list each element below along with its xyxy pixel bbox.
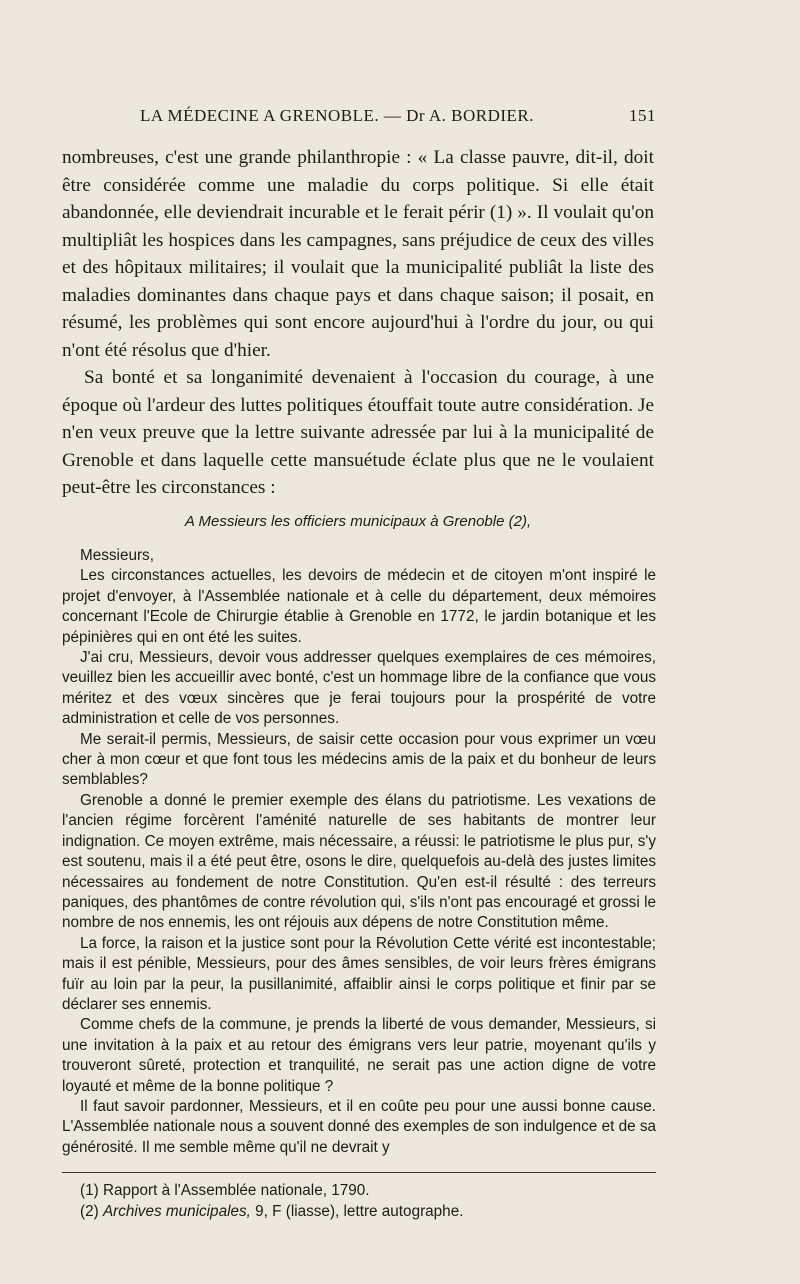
footnote-1: (1) Rapport à l'Assemblée nationale, 1790. — [80, 1182, 370, 1199]
letter-paragraph-1: Les circonstances actuelles, les devoirs de médecin et de citoyen m'ont inspiré le projet d'envoyer, à l'Assemblée nationale et à celle du département, deux mémoires concernant l'Ecole de Chirurgie établie à Grenoble en 1772, le jardin botanique et les pépinières qui en ont été les suites. — [62, 567, 656, 646]
body-paragraph-2: Sa bonté et sa longanimité devenaient à l'occasion du courage, à une époque où l'ardeur des luttes politiques étouffait toute autre considération. Je n'en veux preuve que la lettre suivante adressée par lui à la municipalité de Grenoble et dans laquelle cette mansuétude éclate plus que ne le voulaient peut-être les circonstances : — [62, 367, 654, 498]
letter-heading: A Messieurs les officiers municipaux à Grenoble (2), — [184, 513, 532, 530]
running-title: LA MÉDECINE A GRENOBLE. — Dr A. BORDIER. — [140, 106, 534, 125]
running-header — [140, 106, 656, 130]
footnote-2-prefix: (2) — [80, 1203, 103, 1220]
letter-paragraph-6: Comme chefs de la commune, je prends la liberté de vous demander, Messieurs, si une invitation à la paix et au retour des émigrans vers leur patrie, moyenant qu'ils y trouveront sûreté, protection et tranquilité, ne serait pas une action digne de votre loyauté et même de la bonne politique ? — [62, 1016, 656, 1095]
footnote-2-detail: 9, F (liasse), lettre autographe. — [250, 1203, 464, 1220]
letter-salutation: Messieurs, — [80, 547, 154, 564]
footnote-rule — [62, 1172, 656, 1173]
letter-paragraph-7: Il faut savoir pardonner, Messieurs, et il en coûte peu pour une aussi bonne cause. L'Assemblée nationale nous a souvent donné des exemples de son indulgence et de sa générosité. Il me semble même qu'il ne devrait y — [62, 1097, 656, 1156]
footnote-2 — [62, 1201, 656, 1222]
main-text — [62, 144, 654, 502]
letter-paragraph-4: Grenoble a donné le premier exemple des élans du patriotisme. Les vexations de l'ancien régime forcèrent l'aménité naturelle de ses habitants de montrer leur indignation. Ce moyen extrême, mais nécessaire, a réussi: le patriotisme le plus pur, s'y est soutenu, mais il a été peut être, osons le dire, quelquefois au-delà des justes limites nécessaires au fondement de notre Constitution. Qu'en est-il résulté : des terreurs paniques, des phantômes de contre révolution qui, s'ils n'ont pas encouragé et grossi le nombre de nos ennemis, les ont réjouis aux dépens de notre Constitution même. — [62, 791, 656, 932]
letter-paragraph-3: Me serait-il permis, Messieurs, de saisir cette occasion pour vous exprimer un vœu cher à mon cœur et que font tous les médecins amis de la paix et du bonheur de leurs semblables? — [62, 730, 656, 789]
letter-text — [62, 546, 656, 1158]
footnote-2-source: Archives municipales, — [102, 1203, 251, 1220]
body-paragraph-1: nombreuses, c'est une grande philanthropie : « La classe pauvre, dit-il, doit être considérée comme une maladie du corps politique. Si elle était abandonnée, elle deviendrait incurable et le ferait périr (1) ». Il voulait qu'on multipliât les hospices dans les campagnes, sans préjudice de ceux des villes et des hôpitaux militaires; il voulait que la municipalité publiât la liste des maladies dominantes dans chaque pays et dans chaque saison; il posait, en résumé, les problèmes qui sont encore aujourd'hui à l'ordre du jour, ou qui n'ont été résolus que d'hier. — [62, 147, 654, 361]
letter-paragraph-5: La force, la raison et la justice sont pour la Révolution Cette vérité est incontestable; mais il est pénible, Messieurs, pour des âmes sensibles, de voir leurs frères émigrans fuïr au loin par la peur, la pusillanimité, affaiblir ainsi le corps politique et finir par se déclarer ses ennemis. — [62, 934, 656, 1013]
page-number: 151 — [629, 106, 656, 125]
letter-paragraph-2: J'ai cru, Messieurs, devoir vous addresser quelques exemplaires de ces mémoires, veuillez bien les accueillir avec bonté, c'est un hommage libre de la confiance que vous méritez et des vœux sincères que je ferai toujours pour la prospérité de votre administration et celle de vos personnes. — [62, 649, 656, 728]
footnotes — [62, 1180, 656, 1222]
